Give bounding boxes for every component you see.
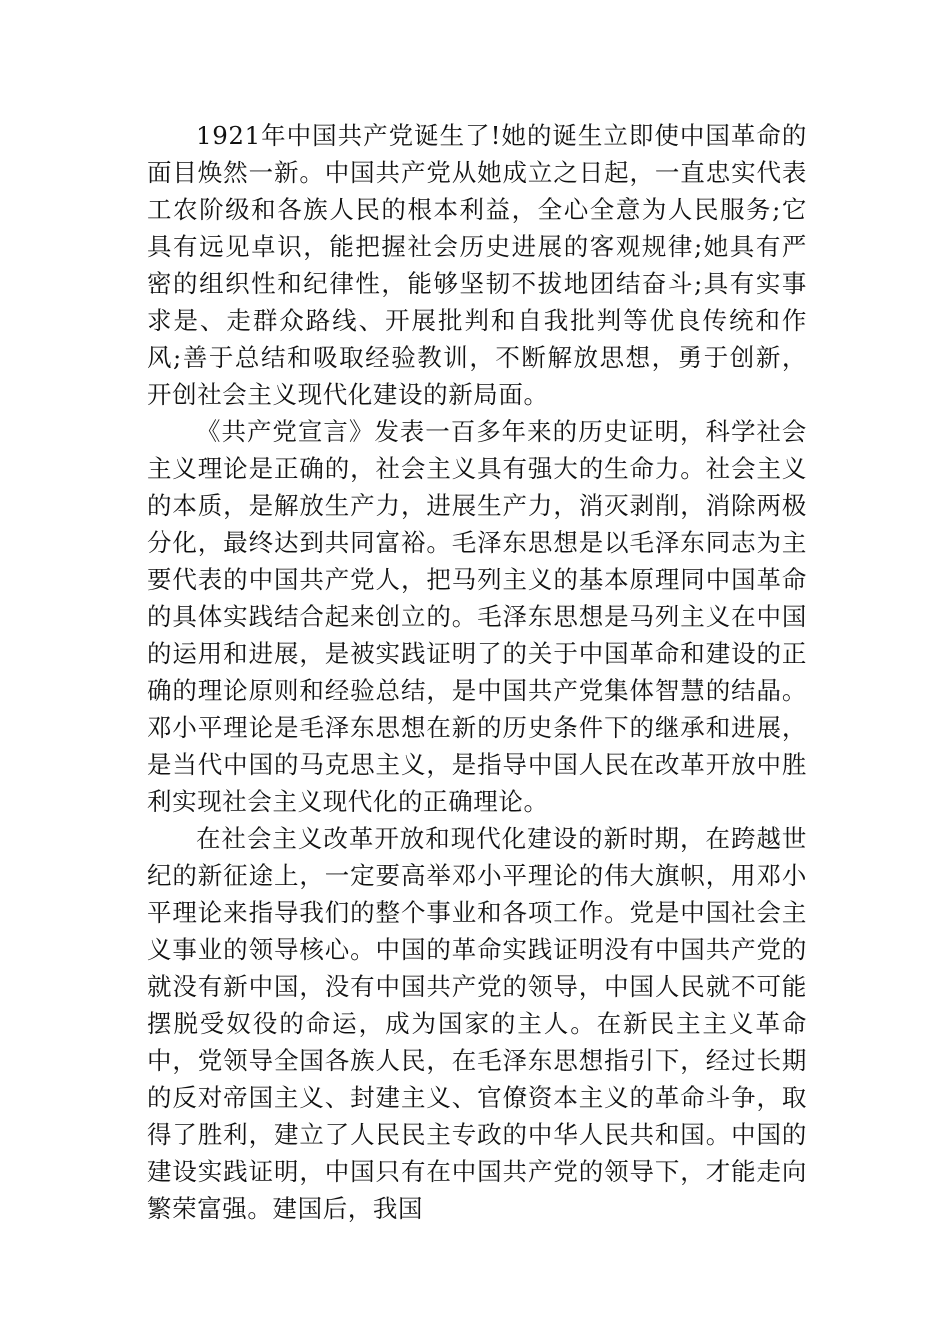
paragraph-1: 1921年中国共产党诞生了!她的诞生立即使中国革命的面目焕然一新。中国共产党从她成立之日起，一直忠实代表工农阶级和各族人民的根本利益，全心全意为人民服务;它具有远见卓识，能把握社会历史进展的客观规律;她具有严密的组织性和纪律性，能够坚韧不拔地团结奋斗;具有实事求是、走群众路线、开展批判和自我批判等优良传统和作风;善于总结和吸取经验教训，不断解放思想，勇于创新，开创社会主义现代化建设的新局面。 [147, 121, 807, 409]
paragraph-2: 《共产党宣言》发表一百多年来的历史证明，科学社会主义理论是正确的，社会主义具有强大的生命力。社会主义的本质，是解放生产力，进展生产力，消灭剥削，消除两极分化，最终达到共同富裕。毛泽东思想是以毛泽东同志为主要代表的中国共产党人，把马列主义的基本原理同中国革命的具体实践结合起来创立的。毛泽东思想是马列主义在中国的运用和进展，是被实践证明了的关于中国革命和建设的正确的理论原则和经验总结，是中国共产党集体智慧的结晶。邓小平理论是毛泽东思想在新的历史条件下的继承和进展，是当代中国的马克思主义，是指导中国人民在改革开放中胜利实现社会主义现代化的正确理论。 [147, 417, 807, 816]
document-body [147, 117, 807, 1227]
paragraph-3: 在社会主义改革开放和现代化建设的新时期，在跨越世纪的新征途上，一定要高举邓小平理论的伟大旗帜，用邓小平理论来指导我们的整个事业和各项工作。党是中国社会主义事业的领导核心。中国的革命实践证明没有中国共产党的就没有新中国，没有中国共产党的领导，中国人民就不可能摆脱受奴役的命运，成为国家的主人。在新民主主义革命中，党领导全国各族人民，在毛泽东思想指引下，经过长期的反对帝国主义、封建主义、官僚资本主义的革命斗争，取得了胜利，建立了人民民主专政的中华人民共和国。中国的建设实践证明，中国只有在中国共产党的领导下，才能走向繁荣富强。建国后，我国 [147, 824, 807, 1223]
